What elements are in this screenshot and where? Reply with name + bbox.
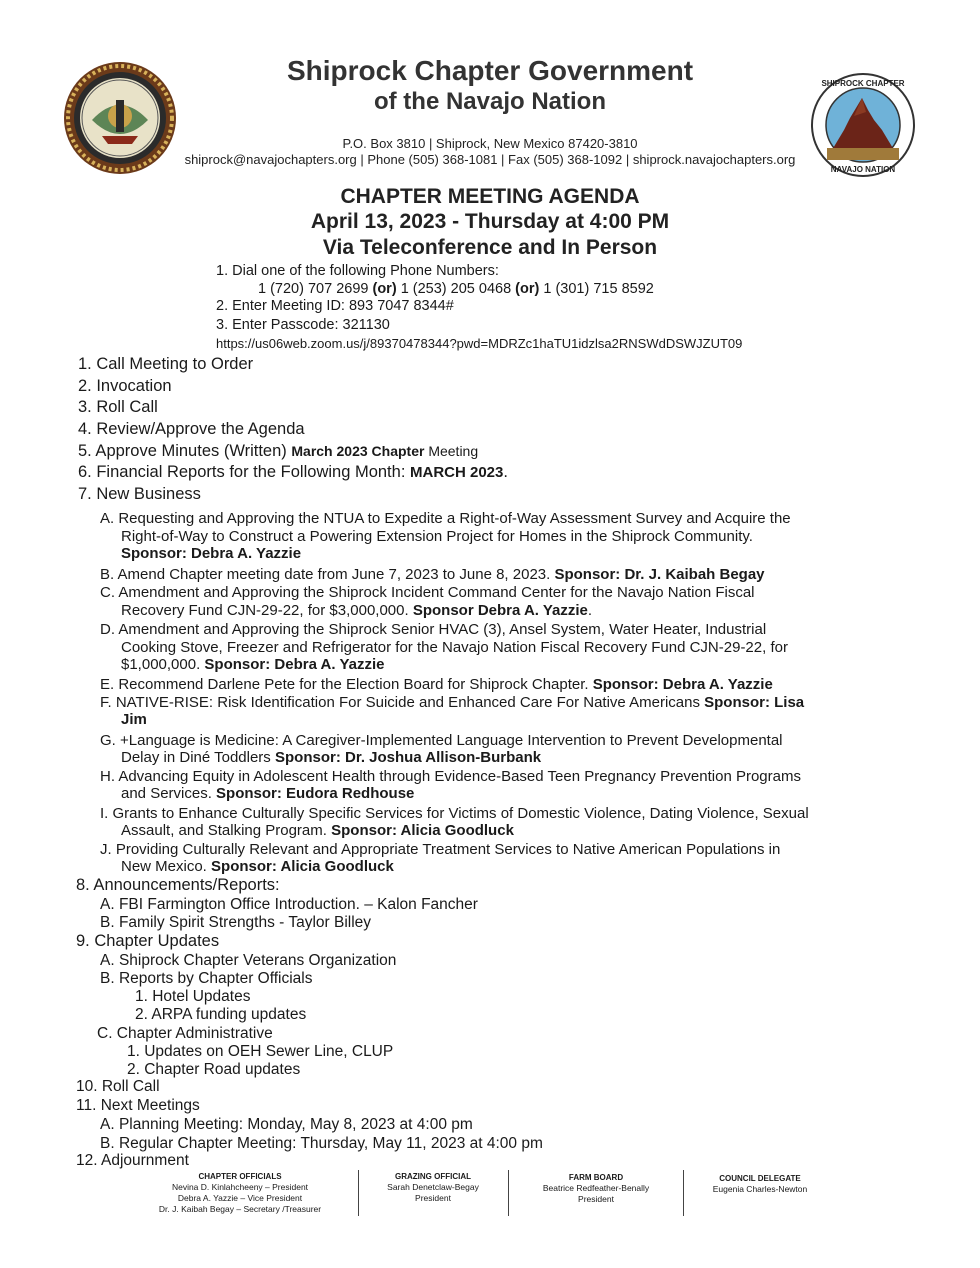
update-a: A. Shiprock Chapter Veterans Organization — [100, 952, 397, 969]
item-approve-agenda: 4. Review/Approve the Agenda — [78, 420, 305, 438]
footer-council-delegate — [692, 1173, 828, 1195]
official-vice-president: Debra A. Yazzie – Vice President — [177, 1193, 303, 1203]
nb-i-text: Assault, and Stalking Program. — [121, 822, 332, 839]
nb-i-line1: I. Grants to Enhance Culturally Specific Services for Victims of Domestic Violence, Dating Violence, Sexual — [100, 805, 809, 822]
nb-j-sponsor: Sponsor: Alicia Goodluck — [211, 858, 394, 875]
nb-h-line1: H. Advancing Equity in Adolescent Health through Evidence-Based Teen Pregnancy Prevention Programs — [100, 768, 801, 785]
nb-j-line1: J. Providing Culturally Relevant and Appropriate Treatment Services to Native American Populations in — [100, 841, 781, 858]
nb-a-sponsor-name: Sponsor: Debra A. Yazzie — [121, 545, 302, 562]
update-b1: 1. Hotel Updates — [135, 988, 251, 1005]
nb-f-line2 — [121, 711, 147, 729]
footer-grazing-official — [368, 1171, 498, 1204]
nb-c-line2 — [121, 602, 592, 620]
footer-farm-board — [518, 1172, 674, 1205]
nb-f-sponsor-cont: Jim — [121, 711, 147, 728]
update-b: B. Reports by Chapter Officials — [100, 970, 313, 987]
footer-divider — [683, 1170, 684, 1216]
announcement-b: B. Family Spirit Strengths - Taylor Billey — [100, 914, 372, 931]
item-next-meetings: 11. Next Meetings — [76, 1097, 200, 1114]
item-adjournment: 12. Adjournment — [76, 1152, 189, 1169]
nb-h-text: and Services. — [121, 785, 217, 802]
nb-b-text: B. Amend Chapter meeting date from June 7, 2023 to June 8, 2023. — [100, 566, 555, 583]
agenda-date: April 13, 2023 - Thursday at 4:00 PM — [310, 210, 670, 233]
nb-a-sponsor — [121, 545, 301, 563]
header-contact: shiprock@navajochapters.org | Phone (505) 368-1081 | Fax (505) 368-1092 | shiprock.navajochapters.org — [184, 152, 796, 167]
announcement-a: A. FBI Farmington Office Introduction. – Kalon Fancher — [100, 896, 478, 913]
item-financial-reports — [78, 463, 508, 482]
passcode: 3. Enter Passcode: 321130 — [216, 317, 390, 333]
agenda-mode: Via Teleconference and In Person — [322, 236, 658, 259]
item-roll-call-2: 10. Roll Call — [76, 1078, 160, 1095]
svg-text:NAVAJO NATION: NAVAJO NATION — [830, 165, 896, 174]
financial-month: MARCH 2023 — [410, 464, 504, 481]
council-name: Eugenia Charles-Newton — [712, 1184, 808, 1194]
item-announcements: 8. Announcements/Reports: — [76, 876, 280, 894]
nb-g-sponsor: Sponsor: Dr. Joshua Allison-Burbank — [274, 749, 542, 766]
next-meeting-b: B. Regular Chapter Meeting: Thursday, May 11, 2023 at 4:00 pm — [100, 1135, 543, 1152]
dial-step: 1. Dial one of the following Phone Numbers: — [216, 263, 499, 279]
zoom-link[interactable]: https://us06web.zoom.us/j/89370478344?pwd=MDRZc1haTU1idzlsa2RNSWdDSWJZUT09 — [216, 336, 743, 351]
item-invocation: 2. Invocation — [78, 377, 172, 395]
or-1: (or) — [372, 281, 397, 297]
nb-i-sponsor: Sponsor: Alicia Goodluck — [331, 822, 514, 839]
nb-d-amount: $1,000,000. — [121, 656, 205, 673]
official-secretary: Dr. J. Kaibah Begay – Secretary /Treasurer — [158, 1204, 322, 1214]
nb-j-text: New Mexico. — [121, 858, 212, 875]
nb-e — [100, 676, 773, 694]
agenda-title: CHAPTER MEETING AGENDA — [340, 185, 640, 208]
minutes-label: 5. Approve Minutes (Written) — [78, 442, 292, 460]
nb-d-sponsor: Sponsor: Debra A. Yazzie — [204, 656, 385, 673]
nb-g-line1: G. +Language is Medicine: A Caregiver-Implemented Language Intervention to Prevent Developmental — [100, 732, 783, 749]
nb-b — [100, 566, 765, 584]
farm-title: President — [578, 1194, 614, 1204]
nb-f-text: F. NATIVE-RISE: Risk Identification For Suicide and Enhanced Care For Native Americans — [100, 694, 705, 711]
official-president: Nevina D. Kinlahcheeny – President — [171, 1182, 309, 1192]
update-c1: 1. Updates on OEH Sewer Line, CLUP — [127, 1043, 394, 1060]
financial-label: 6. Financial Reports for the Following Month: — [78, 463, 410, 481]
nb-a-line2: Right-of-Way to Construct a Powering Extension Project for Homes in the Shiprock Community. — [121, 528, 753, 545]
phone-3: 1 (301) 715 8592 — [543, 281, 654, 297]
item-approve-minutes — [78, 442, 478, 461]
footer-chapter-officials — [140, 1171, 340, 1215]
council-heading: COUNCIL DELEGATE — [719, 1174, 801, 1183]
footer-divider — [508, 1170, 509, 1216]
minutes-suffix: Meeting — [424, 443, 479, 459]
nb-c-line1: C. Amendment and Approving the Shiprock Incident Command Center for the Navajo Nation Fiscal — [100, 584, 755, 601]
item-chapter-updates: 9. Chapter Updates — [76, 932, 220, 950]
svg-text:SHIPROCK CHAPTER: SHIPROCK CHAPTER — [821, 79, 905, 88]
grazing-name: Sarah Denetclaw-Begay — [387, 1182, 479, 1192]
nb-f-sponsor: Sponsor: Lisa — [704, 694, 805, 711]
footer-divider — [358, 1170, 359, 1216]
farm-name: Beatrice Redfeather-Benally — [542, 1183, 650, 1193]
nb-e-text: E. Recommend Darlene Pete for the Election Board for Shiprock Chapter. — [100, 676, 593, 693]
financial-period: . — [503, 463, 508, 481]
grazing-heading: GRAZING OFFICIAL — [395, 1172, 471, 1181]
header-subtitle: of the Navajo Nation — [373, 88, 607, 115]
update-c2: 2. Chapter Road updates — [127, 1061, 301, 1078]
header-title: Shiprock Chapter Government — [286, 55, 694, 86]
nb-i-line2 — [121, 822, 514, 840]
minutes-month: March 2023 Chapter — [291, 443, 425, 459]
update-c: C. Chapter Administrative — [97, 1025, 273, 1042]
item-new-business: 7. New Business — [78, 485, 201, 503]
officials-heading: CHAPTER OFFICIALS — [198, 1172, 282, 1181]
header-address: P.O. Box 3810 | Shiprock, New Mexico 87420-3810 — [342, 136, 638, 151]
phone-1: 1 (720) 707 2699 — [258, 281, 369, 297]
item-roll-call: 3. Roll Call — [78, 398, 158, 416]
nb-d-line3 — [121, 656, 384, 674]
grazing-title: President — [415, 1193, 451, 1203]
nb-e-sponsor: Sponsor: Debra A. Yazzie — [592, 676, 773, 693]
nb-a-line1: A. Requesting and Approving the NTUA to Expedite a Right-of-Way Assessment Survey and Acquire the — [100, 510, 791, 527]
nb-b-sponsor: Sponsor: Dr. J. Kaibah Begay — [554, 566, 765, 583]
item-call-to-order: 1. Call Meeting to Order — [78, 355, 254, 373]
nb-f-line1 — [100, 694, 804, 712]
nb-g-text: Delay in Diné Toddlers — [121, 749, 275, 766]
nb-h-sponsor: Sponsor: Eudora Redhouse — [216, 785, 415, 802]
nb-c-period: . — [587, 602, 593, 619]
nb-d-line1: D. Amendment and Approving the Shiprock Senior HVAC (3), Ansel System, Water Heater, Industrial — [100, 621, 767, 638]
nb-d-line2: Cooking Stove, Freezer and Refrigerator for the Navajo Nation Fiscal Recovery Fund CJN-29-22, for — [121, 639, 788, 656]
update-b2: 2. ARPA funding updates — [135, 1006, 307, 1023]
phone-numbers — [258, 281, 654, 297]
or-2: (or) — [515, 281, 540, 297]
nb-c-sponsor: Sponsor Debra A. Yazzie — [412, 602, 588, 619]
phone-2: 1 (253) 205 0468 — [400, 281, 512, 297]
nb-c-text: Recovery Fund CJN-29-22, for $3,000,000. — [121, 602, 413, 619]
nb-j-line2 — [121, 858, 394, 876]
next-meeting-a: A. Planning Meeting: Monday, May 8, 2023 at 4:00 pm — [100, 1116, 473, 1133]
meeting-id: 2. Enter Meeting ID: 893 7047 8344# — [216, 298, 454, 314]
nb-g-line2 — [121, 749, 541, 767]
nb-h-line2 — [121, 785, 414, 803]
farm-heading: FARM BOARD — [568, 1173, 624, 1182]
